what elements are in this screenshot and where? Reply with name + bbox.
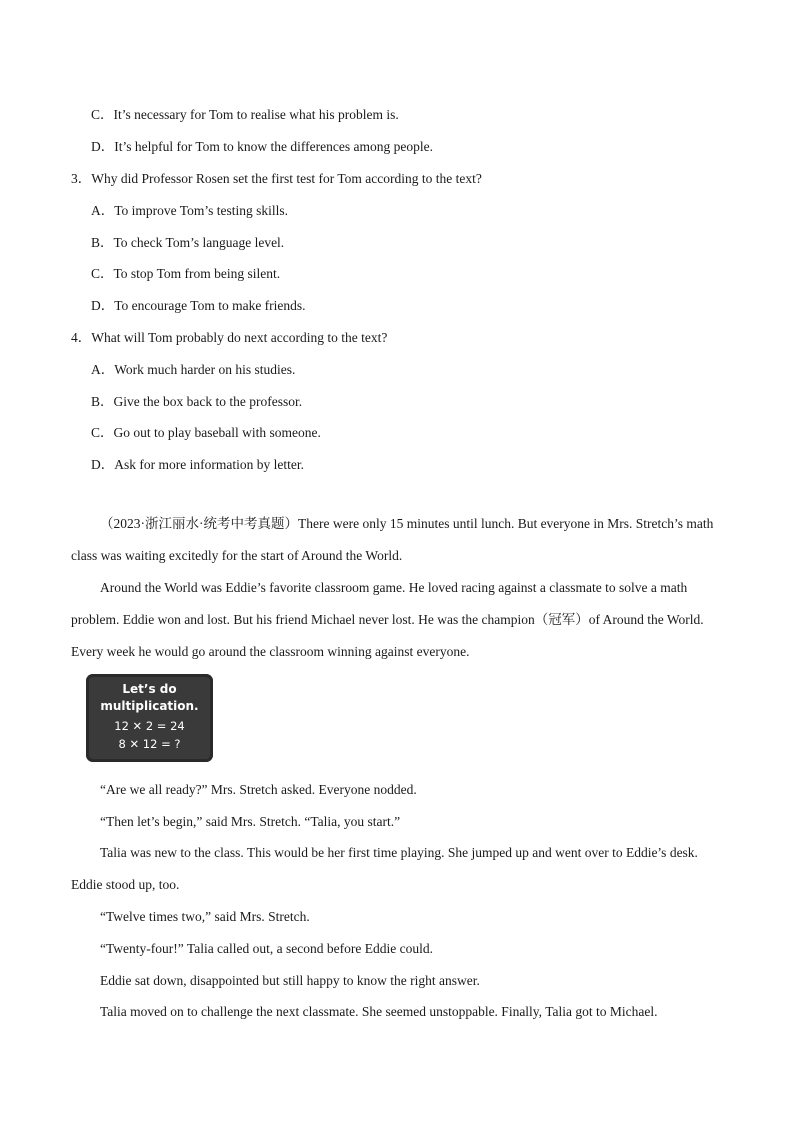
chalkboard-line-1: Let’s do <box>122 682 177 696</box>
q3-option-c: C．To stop Tom from being silent. <box>91 266 281 281</box>
q2-option-c: C．It’s necessary for Tom to realise what his problem is. <box>91 107 399 122</box>
chalkboard-line-4: 8 ✕ 12 = ? <box>118 737 181 751</box>
q3-option-d: D．To encourage Tom to make friends. <box>91 298 306 313</box>
passage-paragraph-3: “Are we all ready?” Mrs. Stretch asked. Everyone nodded. <box>100 782 417 797</box>
chalkboard-line-3: 12 ✕ 2 = 24 <box>114 719 185 733</box>
passage-paragraph-7: “Twenty-four!” Talia called out, a second before Eddie could. <box>100 941 433 956</box>
q3-option-a: A．To improve Tom’s testing skills. <box>91 203 288 218</box>
q2-option-d: D．It’s helpful for Tom to know the differences among people. <box>91 139 433 154</box>
question-3: 3．Why did Professor Rosen set the first test for Tom according to the text? <box>71 171 482 186</box>
passage-paragraph-8: Eddie sat down, disappointed but still happy to know the right answer. <box>100 973 480 988</box>
question-4: 4．What will Tom probably do next according to the text? <box>71 330 388 345</box>
q4-option-c: C．Go out to play baseball with someone. <box>91 425 321 440</box>
q4-option-d: D．Ask for more information by letter. <box>91 457 304 472</box>
q4-option-b: B．Give the box back to the professor. <box>91 394 303 409</box>
passage-paragraph-2: Around the World was Eddie’s favorite classroom game. He loved racing against a classmate to solve a math problem. Eddie won and lost. But his friend Michael never lost. He was the champion（冠军）of Around the World. Every week he would go around the classroom winning against everyone. <box>71 580 704 659</box>
passage-paragraph-9: Talia moved on to challenge the next classmate. She seemed unstoppable. Finally, Talia got to Michael. <box>100 1004 658 1019</box>
passage-paragraph-4: “Then let’s begin,” said Mrs. Stretch. “Talia, you start.” <box>100 814 401 829</box>
chalkboard-line-2: multiplication. <box>100 699 199 713</box>
passage-paragraph-6: “Twelve times two,” said Mrs. Stretch. <box>100 909 310 924</box>
q4-option-a: A．Work much harder on his studies. <box>91 362 296 377</box>
passage-paragraph-1: （2023·浙江丽水·统考中考真题）There were only 15 minutes until lunch. But everyone in Mrs. Stretch’s math class was waiting excitedly for the start of Around the World. <box>71 516 714 563</box>
passage-paragraph-5: Talia was new to the class. This would be her first time playing. She jumped up and went over to Eddie’s desk. Eddie stood up, too. <box>71 845 698 892</box>
chalkboard-image <box>86 674 213 762</box>
q3-option-b: B．To check Tom’s language level. <box>91 235 285 250</box>
